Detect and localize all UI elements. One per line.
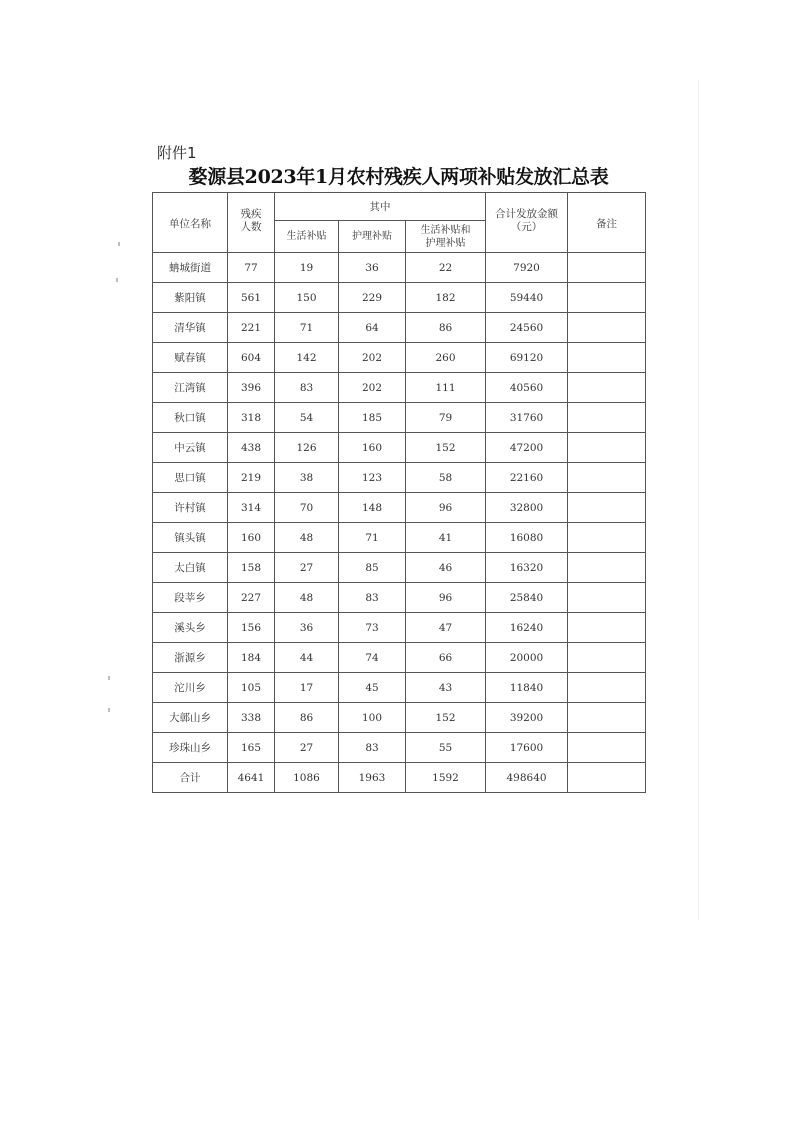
total-amount-cell: 16240 <box>486 613 568 643</box>
disabled-count-cell: 156 <box>228 613 275 643</box>
total-amount-cell: 25840 <box>486 583 568 613</box>
scan-speck <box>118 242 120 246</box>
remarks-cell <box>568 283 646 313</box>
both-subsidies-cell: 86 <box>406 313 486 343</box>
nursing-subsidy-cell: 185 <box>339 403 406 433</box>
total-amount-cell: 11840 <box>486 673 568 703</box>
both-subsidies-cell: 47 <box>406 613 486 643</box>
remarks-cell <box>568 673 646 703</box>
living-subsidy-cell: 142 <box>275 343 339 373</box>
total-amount-cell: 40560 <box>486 373 568 403</box>
unit-name-cell: 思口镇 <box>153 463 228 493</box>
both-subsidies-cell: 43 <box>406 673 486 703</box>
table-row <box>153 403 646 433</box>
nursing-subsidy-cell: 148 <box>339 493 406 523</box>
unit-name-cell: 紫阳镇 <box>153 283 228 313</box>
both-subsidies-cell: 152 <box>406 703 486 733</box>
disabled-count-cell: 158 <box>228 553 275 583</box>
nursing-subsidy-cell: 45 <box>339 673 406 703</box>
table-row <box>153 373 646 403</box>
nursing-subsidy-cell: 73 <box>339 613 406 643</box>
remarks-cell <box>568 433 646 463</box>
disabled-count-cell: 561 <box>228 283 275 313</box>
total-amount-cell: 24560 <box>486 313 568 343</box>
living-subsidy-cell: 27 <box>275 733 339 763</box>
header-among-group: 其中 <box>275 193 486 221</box>
living-subsidy-cell: 83 <box>275 373 339 403</box>
nursing-subsidy-cell: 202 <box>339 373 406 403</box>
total-amount-cell: 32800 <box>486 493 568 523</box>
remarks-cell <box>568 523 646 553</box>
living-subsidy-cell: 38 <box>275 463 339 493</box>
disabled-count-cell: 438 <box>228 433 275 463</box>
unit-name-cell: 镇头镇 <box>153 523 228 553</box>
both-subsidies-cell: 55 <box>406 733 486 763</box>
nursing-subsidy-cell: 100 <box>339 703 406 733</box>
nursing-subsidy-cell: 83 <box>339 583 406 613</box>
living-subsidy-cell: 150 <box>275 283 339 313</box>
remarks-cell <box>568 763 646 793</box>
unit-name-cell: 江湾镇 <box>153 373 228 403</box>
subsidy-summary-table <box>152 192 646 793</box>
table-row <box>153 673 646 703</box>
nursing-subsidy-cell: 202 <box>339 343 406 373</box>
table-row <box>153 553 646 583</box>
remarks-cell <box>568 583 646 613</box>
remarks-cell <box>568 613 646 643</box>
unit-name-cell: 段莘乡 <box>153 583 228 613</box>
remarks-cell <box>568 373 646 403</box>
total-row <box>153 763 646 793</box>
table-row <box>153 433 646 463</box>
unit-name-cell: 中云镇 <box>153 433 228 463</box>
living-subsidy-cell: 36 <box>275 613 339 643</box>
living-subsidy-cell: 27 <box>275 553 339 583</box>
nursing-subsidy-cell: 160 <box>339 433 406 463</box>
table-row <box>153 253 646 283</box>
disabled-count-cell: 227 <box>228 583 275 613</box>
disabled-count-cell: 184 <box>228 643 275 673</box>
both-subsidies-cell: 66 <box>406 643 486 673</box>
unit-name-cell: 许村镇 <box>153 493 228 523</box>
living-subsidy-cell: 48 <box>275 523 339 553</box>
both-subsidies-cell: 111 <box>406 373 486 403</box>
nursing-subsidy-cell: 36 <box>339 253 406 283</box>
both-subsidies-cell: 260 <box>406 343 486 373</box>
disabled-count-cell: 396 <box>228 373 275 403</box>
disabled-count-cell: 165 <box>228 733 275 763</box>
unit-name-cell: 珍珠山乡 <box>153 733 228 763</box>
table-row <box>153 583 646 613</box>
total-amount-cell: 22160 <box>486 463 568 493</box>
unit-name-cell: 溪头乡 <box>153 613 228 643</box>
living-subsidy-cell: 44 <box>275 643 339 673</box>
document-title: 婺源县2023年1月农村残疾人两项补贴发放汇总表 <box>188 166 609 188</box>
total-amount-cell: 17600 <box>486 733 568 763</box>
disabled-count-cell: 338 <box>228 703 275 733</box>
both-subsidies-cell: 182 <box>406 283 486 313</box>
disabled-count-cell: 4641 <box>228 763 275 793</box>
table-row <box>153 313 646 343</box>
remarks-cell <box>568 703 646 733</box>
unit-name-cell: 浙源乡 <box>153 643 228 673</box>
both-subsidies-cell: 79 <box>406 403 486 433</box>
living-subsidy-cell: 54 <box>275 403 339 433</box>
header-unit-name: 单位名称 <box>153 193 228 253</box>
disabled-count-cell: 160 <box>228 523 275 553</box>
total-amount-cell: 39200 <box>486 703 568 733</box>
table-body <box>153 253 646 793</box>
nursing-subsidy-cell: 74 <box>339 643 406 673</box>
total-amount-cell: 31760 <box>486 403 568 433</box>
nursing-subsidy-cell: 1963 <box>339 763 406 793</box>
total-amount-cell: 16080 <box>486 523 568 553</box>
both-subsidies-cell: 22 <box>406 253 486 283</box>
remarks-cell <box>568 643 646 673</box>
total-amount-cell: 69120 <box>486 343 568 373</box>
total-amount-cell: 498640 <box>486 763 568 793</box>
remarks-cell <box>568 463 646 493</box>
unit-name-cell: 蚺城街道 <box>153 253 228 283</box>
living-subsidy-cell: 86 <box>275 703 339 733</box>
living-subsidy-cell: 71 <box>275 313 339 343</box>
both-subsidies-cell: 46 <box>406 553 486 583</box>
total-amount-cell: 20000 <box>486 643 568 673</box>
living-subsidy-cell: 48 <box>275 583 339 613</box>
unit-name-cell: 太白镇 <box>153 553 228 583</box>
header-row-top <box>153 193 646 221</box>
remarks-cell <box>568 493 646 523</box>
disabled-count-cell: 604 <box>228 343 275 373</box>
both-subsidies-cell: 152 <box>406 433 486 463</box>
unit-name-cell: 秋口镇 <box>153 403 228 433</box>
table-row <box>153 643 646 673</box>
total-amount-cell: 59440 <box>486 283 568 313</box>
remarks-cell <box>568 403 646 433</box>
scan-speck <box>108 708 110 712</box>
header-both-subsidies: 生活补贴和护理补贴 <box>406 221 486 253</box>
remarks-cell <box>568 253 646 283</box>
unit-name-cell: 清华镇 <box>153 313 228 343</box>
both-subsidies-cell: 41 <box>406 523 486 553</box>
nursing-subsidy-cell: 123 <box>339 463 406 493</box>
disabled-count-cell: 219 <box>228 463 275 493</box>
table-row <box>153 343 646 373</box>
living-subsidy-cell: 70 <box>275 493 339 523</box>
attachment-label: 附件1 <box>157 144 197 162</box>
living-subsidy-cell: 1086 <box>275 763 339 793</box>
table-row <box>153 463 646 493</box>
both-subsidies-cell: 58 <box>406 463 486 493</box>
disabled-count-cell: 77 <box>228 253 275 283</box>
remarks-cell <box>568 553 646 583</box>
unit-name-cell: 沱川乡 <box>153 673 228 703</box>
header-nursing-subsidy: 护理补贴 <box>339 221 406 253</box>
disabled-count-cell: 221 <box>228 313 275 343</box>
table-row <box>153 523 646 553</box>
scan-speck <box>116 278 118 282</box>
total-amount-cell: 7920 <box>486 253 568 283</box>
both-subsidies-cell: 96 <box>406 493 486 523</box>
header-remarks: 备注 <box>568 193 646 253</box>
total-amount-cell: 16320 <box>486 553 568 583</box>
table-row <box>153 283 646 313</box>
scan-speck <box>108 676 110 680</box>
unit-name-cell: 合计 <box>153 763 228 793</box>
nursing-subsidy-cell: 71 <box>339 523 406 553</box>
both-subsidies-cell: 1592 <box>406 763 486 793</box>
header-total-amount: 合计发放金额（元） <box>486 193 568 253</box>
header-disabled-count: 残疾人数 <box>228 193 275 253</box>
disabled-count-cell: 318 <box>228 403 275 433</box>
header-living-subsidy: 生活补贴 <box>275 221 339 253</box>
unit-name-cell: 赋春镇 <box>153 343 228 373</box>
table-row <box>153 613 646 643</box>
remarks-cell <box>568 343 646 373</box>
total-amount-cell: 47200 <box>486 433 568 463</box>
remarks-cell <box>568 313 646 343</box>
living-subsidy-cell: 126 <box>275 433 339 463</box>
nursing-subsidy-cell: 64 <box>339 313 406 343</box>
table-row <box>153 493 646 523</box>
living-subsidy-cell: 17 <box>275 673 339 703</box>
disabled-count-cell: 314 <box>228 493 275 523</box>
disabled-count-cell: 105 <box>228 673 275 703</box>
page-edge-shadow <box>698 80 699 920</box>
nursing-subsidy-cell: 229 <box>339 283 406 313</box>
nursing-subsidy-cell: 85 <box>339 553 406 583</box>
living-subsidy-cell: 19 <box>275 253 339 283</box>
unit-name-cell: 大鄣山乡 <box>153 703 228 733</box>
remarks-cell <box>568 733 646 763</box>
nursing-subsidy-cell: 83 <box>339 733 406 763</box>
table-row <box>153 703 646 733</box>
table-row <box>153 733 646 763</box>
both-subsidies-cell: 96 <box>406 583 486 613</box>
